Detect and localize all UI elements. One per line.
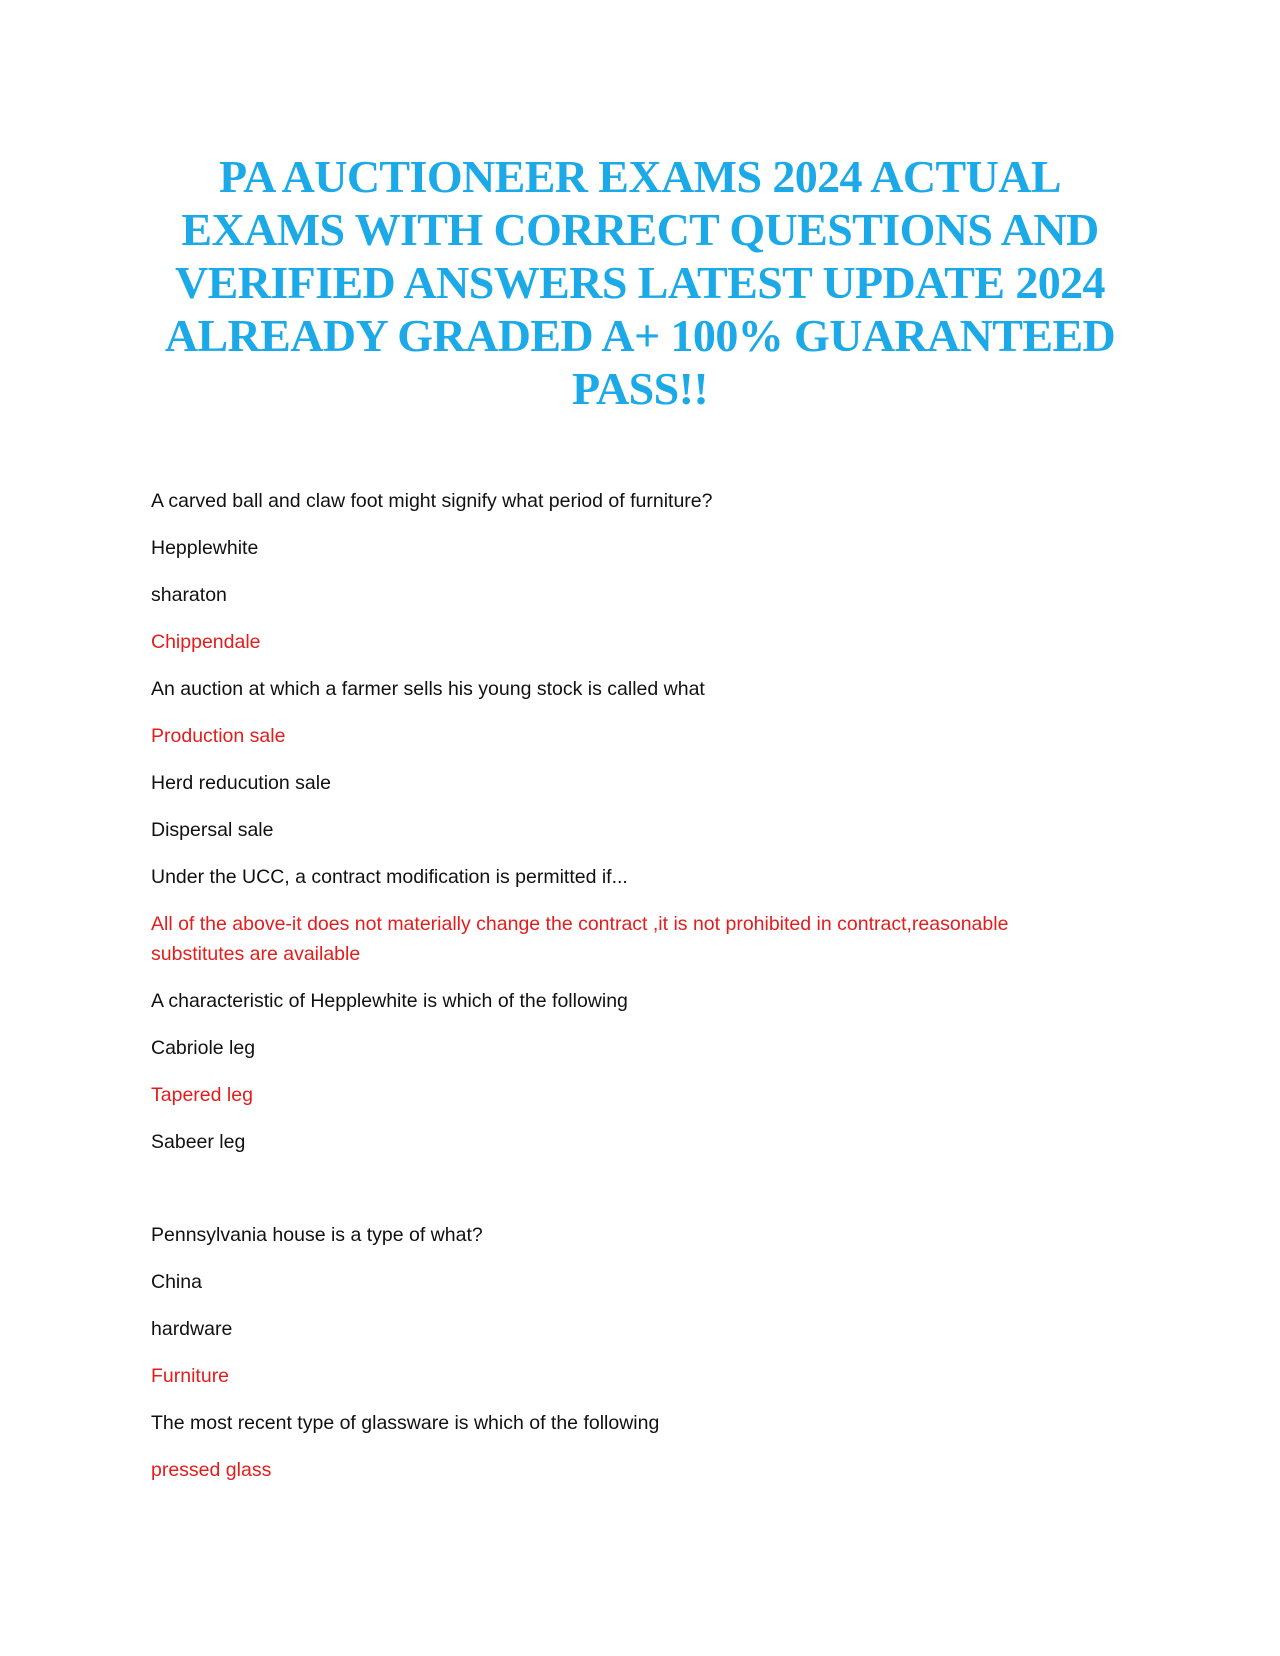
question-list	[151, 486, 1101, 1502]
correct-answer: Chippendale	[151, 631, 261, 653]
question-text: Pennsylvania house is a type of what?	[151, 1224, 483, 1246]
question-text: An auction at which a farmer sells his young stock is called what	[151, 678, 705, 700]
answer-option: sharaton	[151, 584, 227, 606]
answer-option: Dispersal sale	[151, 819, 274, 841]
question-text: The most recent type of glassware is which of the following	[151, 1412, 660, 1434]
correct-answer: pressed glass	[151, 1459, 272, 1481]
answer-option: Herd reducution sale	[151, 772, 331, 794]
answer-option: Sabeer leg	[151, 1131, 246, 1153]
section-spacer	[151, 1174, 1101, 1220]
document-title: PA AUCTIONEER EXAMS 2024 ACTUAL EXAMS WITH CORRECT QUESTIONS AND VERIFIED ANSWERS LATEST UPDATE 2024 ALREADY GRADED A+ 100% GUARANTEED PASS!!	[164, 151, 1116, 414]
question-text: A carved ball and claw foot might signify what period of furniture?	[151, 490, 713, 512]
correct-answer: Tapered leg	[151, 1084, 253, 1106]
answer-option: China	[151, 1271, 202, 1293]
correct-answer: Production sale	[151, 725, 286, 747]
answer-option: hardware	[151, 1318, 233, 1340]
correct-answer: Furniture	[151, 1365, 230, 1387]
question-text: A characteristic of Hepplewhite is which of the following	[151, 990, 628, 1012]
question-text: Under the UCC, a contract modification is permitted if...	[151, 866, 628, 888]
answer-option: Cabriole leg	[151, 1037, 256, 1059]
answer-option: Hepplewhite	[151, 537, 259, 559]
correct-answer: All of the above-it does not materially change the contract ,it is not prohibited in contract,reasonable substitutes are available	[151, 913, 1009, 965]
